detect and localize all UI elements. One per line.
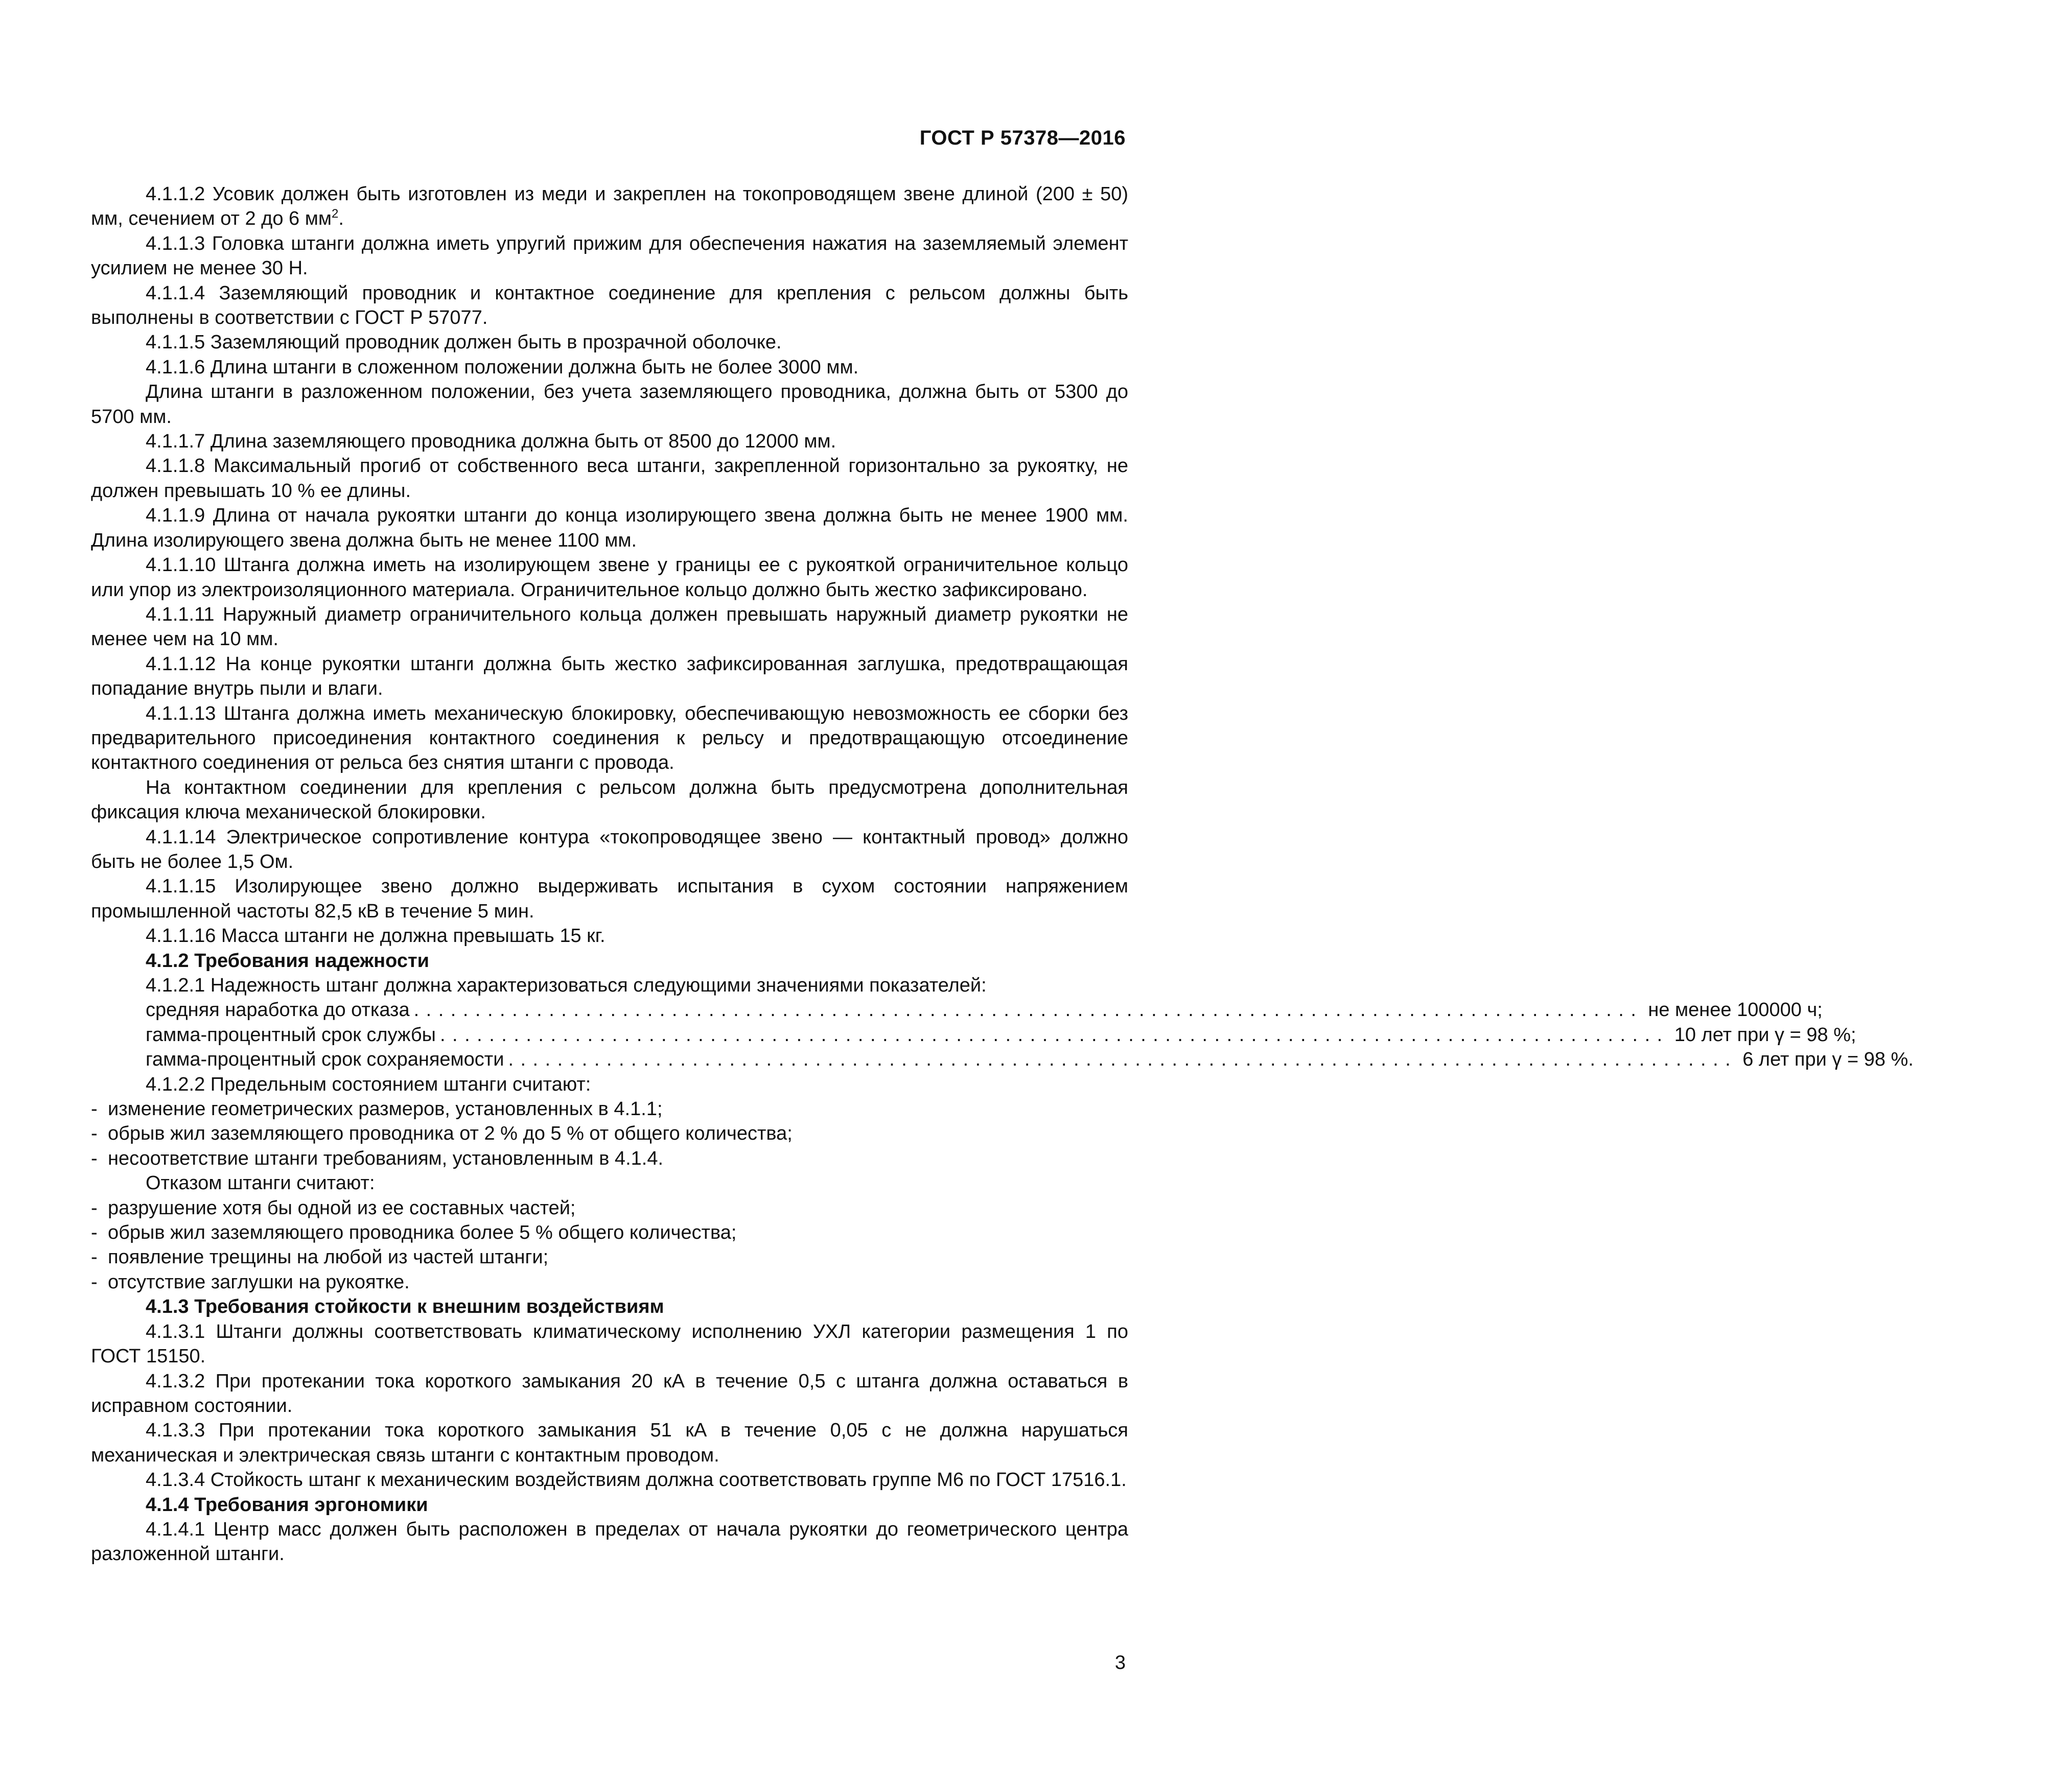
clause-4-1-1-14: 4.1.1.14 Электрическое сопротивление контура «токопроводящее звено — контактный провод» должно быть не более 1,5 Ом. (91, 826, 1128, 873)
reliability-value: 6 лет при γ = 98 %. (1742, 1049, 1914, 1071)
clause-4-1-1-2: 4.1.1.2 Усовик должен быть изготовлен из меди и закреплен на токопроводящем звене длиной (200 ± 50) мм, сечением от 2 до 6 $мм^2$. (91, 183, 1128, 230)
clause-4-1-1-3: 4.1.1.3 Головка штанги должна иметь упругий прижим для обеспечения нажатия на заземляемый элемент усилием не менее 30 Н. (91, 232, 1128, 279)
clause-4-1-1-16: 4.1.1.16 Масса штанги не должна превышать 15 кг. (146, 925, 606, 947)
clause-4-1-1-4: 4.1.1.4 Заземляющий проводник и контактное соединение для крепления с рельсом должны быть выполнены в соответствии с ГОСТ Р 57077. (91, 282, 1128, 329)
failure-intro: Отказом штанги считают: (146, 1172, 375, 1194)
clause-4-1-1-8: 4.1.1.8 Максимальный прогиб от собственного веса штанги, закрепленной горизонтально за рукоятку, не должен превышать 10 % ее длины. (91, 455, 1128, 502)
leader-dots: .................................................................................................... (508, 1049, 1738, 1071)
reliability-label: средняя наработка до отказа (146, 999, 410, 1021)
reliability-value: не менее 100000 ч; (1648, 999, 1823, 1021)
clause-4-1-1-6: 4.1.1.6 Длина штанги в сложенном положении должна быть не более 3000 мм. (146, 356, 859, 378)
list-item: - появление трещины на любой из частей штанги; (91, 1246, 549, 1268)
list-item: - обрыв жил заземляющего проводника более 5 % общего количества; (91, 1222, 737, 1244)
clause-4-1-1-13: 4.1.1.13 Штанга должна иметь механическую блокировку, обеспечивающую невозможность ее сборки без предварительного присоединения контактного соединения к рельсу и предотвращающую отсоединение контактного соединения от рельса без снятия штанги с провода. (91, 702, 1128, 774)
page-number: 3 (1114, 1652, 1126, 1673)
section-heading-4-1-3: 4.1.3 Требования стойкости к внешним воздействиям (146, 1296, 664, 1318)
reliability-row (91, 1023, 1856, 1047)
clause-4-1-1-15: 4.1.1.15 Изолирующее звено должно выдерживать испытания в сухом состоянии напряжением промышленной частоты 82,5 кВ в течение 5 мин. (91, 876, 1128, 922)
section-heading-4-1-4: 4.1.4 Требования эргономики (146, 1494, 428, 1516)
list-item: - изменение геометрических размеров, установленных в 4.1.1; (91, 1098, 663, 1120)
reliability-label: гамма-процентный срок сохраняемости (146, 1049, 504, 1071)
clause-4-1-3-2: 4.1.3.2 При протекании тока короткого замыкания 20 кА в течение 0,5 с штанга должна оставаться в исправном состоянии. (91, 1370, 1128, 1417)
clause-4-1-1-7: 4.1.1.7 Длина заземляющего проводника должна быть от 8500 до 12000 мм. (146, 431, 836, 453)
leader-dots: .................................................................................................... (439, 1024, 1669, 1046)
leader-dots: .................................................................................................... (413, 999, 1643, 1021)
clause-4-1-2-2: 4.1.2.2 Предельным состоянием штанги считают: (146, 1073, 591, 1095)
clause-4-1-3-4: 4.1.3.4 Стойкость штанг к механическим воздействиям должна соответствовать группе М6 по ГОСТ 17516.1. (146, 1469, 1127, 1491)
section-heading-4-1-2: 4.1.2 Требования надежности (146, 950, 429, 972)
document-id: ГОСТ Р 57378—2016 (919, 127, 1126, 149)
reliability-row (91, 998, 1823, 1022)
list-item: - разрушение хотя бы одной из ее составных частей; (91, 1197, 576, 1219)
clause-4-1-1-6-continued: Длина штанги в разложенном положении, без учета заземляющего проводника, должна быть от 5300 до 5700 мм. (91, 381, 1128, 428)
clause-4-1-3-1: 4.1.3.1 Штанги должны соответствовать климатическому исполнению УХЛ категории размещения 1 по ГОСТ 15150. (91, 1321, 1128, 1367)
clause-4-1-1-13-continued: На контактном соединении для крепления с рельсом должна быть предусмотрена дополнительная фиксация ключа механической блокировки. (91, 776, 1128, 823)
clause-4-1-1-11: 4.1.1.11 Наружный диаметр ограничительного кольца должен превышать наружный диаметр рукоятки не менее чем на 10 мм. (91, 603, 1128, 650)
reliability-value: 10 лет при γ = 98 %; (1674, 1024, 1856, 1046)
clause-4-1-3-3: 4.1.3.3 При протекании тока короткого замыкания 51 кА в течение 0,05 с не должна нарушаться механическая и электрическая связь штанги с контактным проводом. (91, 1420, 1128, 1466)
clause-4-1-2-1: 4.1.2.1 Надежность штанг должна характеризоваться следующими значениями показателей: (146, 975, 987, 996)
list-item: - отсутствие заглушки на рукоятке. (91, 1271, 410, 1293)
clause-4-1-1-10: 4.1.1.10 Штанга должна иметь на изолирующем звене у границы ее с рукояткой ограничительное кольцо или упор из электроизоляционного материала. Ограничительное кольцо должно быть жестко зафиксировано. (91, 554, 1128, 601)
clause-4-1-1-5: 4.1.1.5 Заземляющий проводник должен быть в прозрачной оболочке. (146, 332, 782, 353)
clause-4-1-1-12: 4.1.1.12 На конце рукоятки штанги должна быть жестко зафиксированная заглушка, предотвращающая попадание внутрь пыли и влаги. (91, 653, 1128, 700)
reliability-label: гамма-процентный срок службы (146, 1024, 436, 1046)
clause-4-1-1-9: 4.1.1.9 Длина от начала рукоятки штанги до конца изолирующего звена должна быть не менее 1900 мм. Длина изолирующего звена должна быть не менее 1100 мм. (91, 505, 1128, 551)
list-item: - несоответствие штанги требованиям, установленным в 4.1.4. (91, 1147, 664, 1169)
document-body (91, 182, 1914, 1567)
clause-4-1-4-1: 4.1.4.1 Центр масс должен быть расположен в пределах от начала рукоятки до геометрического центра разложенной штанги. (91, 1518, 1128, 1565)
reliability-row (91, 1047, 1914, 1072)
list-item: - обрыв жил заземляющего проводника от 2 % до 5 % от общего количества; (91, 1123, 793, 1145)
